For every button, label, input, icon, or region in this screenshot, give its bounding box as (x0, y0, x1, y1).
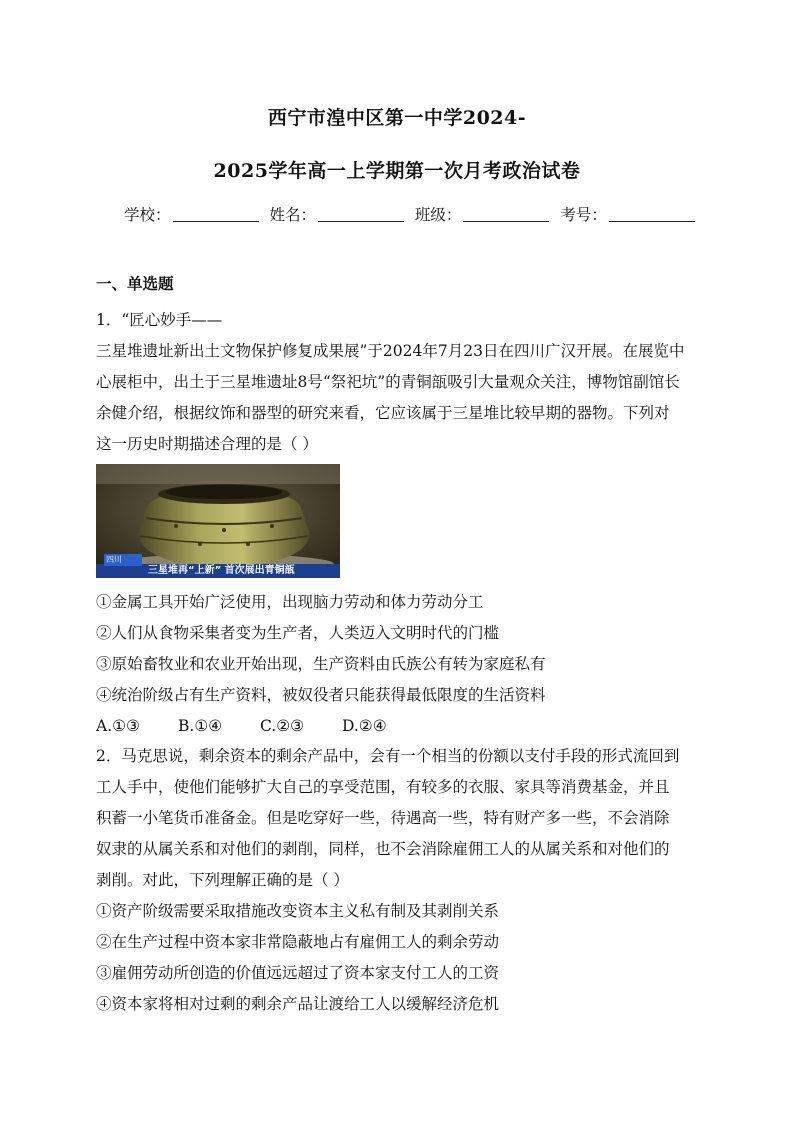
answer-choice-d[interactable]: D.②④ (342, 717, 387, 735)
bronze-vessel-photo (96, 464, 340, 578)
question-1-line: 余健介绍，根据纹饰和器型的研究来看，它应该属于三星堆比较早期的器物。下列对 (96, 404, 670, 422)
question-2-option: ③雇佣劳动所创造的价值远远超过了资本家支付工人的工资 (96, 964, 500, 982)
school-label: 学校： (124, 206, 171, 224)
question-1-options (96, 587, 700, 742)
question-2-option: ②在生产过程中资本家非常隐蔽地占有雇佣工人的剩余劳动 (96, 933, 500, 951)
question-2-option: ①资产阶级需要采取措施改变资本主义私有制及其剥削关系 (96, 902, 500, 920)
question-1-option: ①金属工具开始广泛使用，出现脑力劳动和体力劳动分工 (96, 593, 484, 611)
answer-choice-c[interactable]: C.②③ (260, 717, 305, 735)
question-2-option: ④资本家将相对过剩的剩余产品让渡给工人以缓解经济危机 (96, 995, 500, 1013)
question-1-option: ④统治阶级占有生产资料，被奴役者只能获得最低限度的生活资料 (96, 686, 546, 704)
exam-title-line-1: 西宁市湟中区第一中学2024- (267, 107, 527, 129)
name-blank[interactable] (318, 207, 404, 222)
question-1-answer-choices (96, 711, 700, 742)
question-1-line: 三星堆遗址新出土文物保护修复成果展”于2024年7月23日在四川广汉开展。在展览中 (96, 342, 685, 360)
answer-choice-b[interactable]: B.①④ (178, 717, 223, 735)
question-2-line: 工人手中，使他们能够扩大自己的享受范围，有较多的衣服、家具等消费基金，并且 (96, 778, 670, 796)
question-1-line: 1．“匠心妙手—— (96, 311, 223, 329)
question-1-line: 这一历史时期描述合理的是（ ） (96, 435, 318, 453)
question-2-stem (96, 741, 700, 896)
section-heading: 一、单选题 (96, 274, 174, 293)
question-1-option: ③原始畜牧业和农业开始出现，生产资料由氏族公有转为家庭私有 (96, 655, 546, 673)
question-2-line: 剥削。对此，下列理解正确的是（ ） (96, 871, 349, 889)
question-2-line: 奴隶的从属关系和对他们的剥削，同样，也不会消除雇佣工人的从属关系和对他们的 (96, 840, 670, 858)
class-label: 班级： (414, 206, 462, 224)
school-blank[interactable] (173, 207, 259, 222)
exam-title-line-2: 2025学年高一上学期第一次月考政治试卷 (213, 160, 581, 182)
question-2-line: 积蓄一小笔货币准备金。但是吃穿好一些，待遇高一些，特有财产多一些，不会消除 (96, 809, 670, 827)
question-1-line: 心展柜中，出土于三星堆遗址8号“祭祀坑”的青铜瓿吸引大量观众关注，博物馆副馆长 (96, 373, 680, 391)
student-info-row (124, 203, 701, 225)
news-tag-text: 四川 (106, 555, 122, 564)
question-2-line: 2．马克思说，剩余资本的剩余产品中，会有一个相当的份额以支付手段的形式流回到 (96, 747, 680, 765)
question-1-stem (96, 305, 700, 460)
class-blank[interactable] (463, 207, 549, 222)
news-caption-text: 三星堆再“上新” 首次展出青铜瓿 (148, 565, 295, 576)
name-label: 姓名： (269, 206, 316, 224)
question-1-option: ②人们从食物采集者变为生产者，人类迈入文明时代的门槛 (96, 624, 500, 642)
answer-choice-a[interactable]: A.①③ (96, 717, 140, 735)
exam-number-blank[interactable] (609, 207, 695, 222)
exam-number-label: 考号： (560, 206, 607, 224)
question-2-options (96, 896, 700, 1020)
